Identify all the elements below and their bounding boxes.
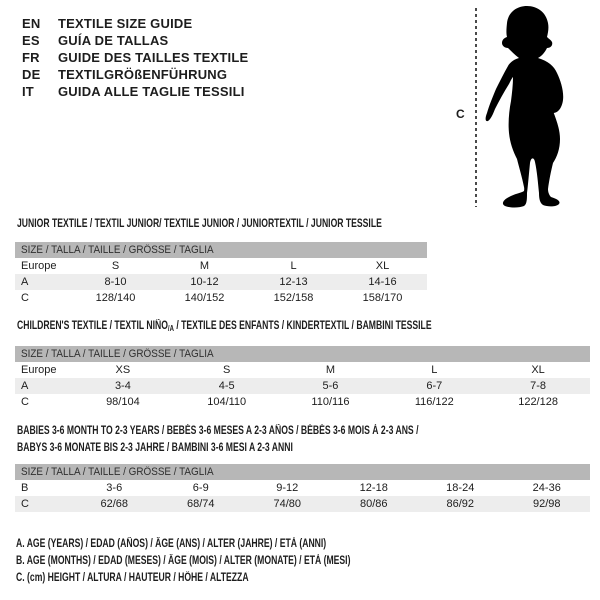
cell-value: 74/80 <box>273 498 302 510</box>
cell-value: L <box>290 260 297 272</box>
table-rows <box>15 480 590 512</box>
height-measure-label: C <box>456 107 465 121</box>
language-label: GUIDA ALLE TAGLIE TESSILI <box>58 84 245 99</box>
language-code: DE <box>22 67 41 82</box>
table-title-text <box>17 318 432 337</box>
cell-value: 80/86 <box>359 498 388 510</box>
cell-value: 12-13 <box>279 276 308 288</box>
table-title-line <box>17 440 590 457</box>
language-label: GUIDE DES TAILLES TEXTILE <box>58 50 249 65</box>
row-label: B <box>21 482 29 494</box>
title-segment: JUNIOR TEXTILE / TEXTIL JUNIOR/ TEXTILE JUNIOR / JUNIORTEXTIL / JUNIOR TESSILE <box>17 218 382 230</box>
footnote-line <box>16 553 462 570</box>
table-rows <box>15 258 427 306</box>
row-label: Europe <box>21 260 57 272</box>
cell-value: L <box>431 364 438 376</box>
cell-value: 128/140 <box>95 292 136 304</box>
footnote-line <box>16 570 462 587</box>
cell-value: XS <box>115 364 131 376</box>
table-row <box>15 274 427 290</box>
language-title-list <box>22 15 248 100</box>
table-row <box>15 362 590 378</box>
cell-value: S <box>223 364 231 376</box>
cell-value: 122/128 <box>518 396 558 408</box>
cell-value: 104/110 <box>207 396 247 408</box>
row-label: Europe <box>21 364 57 376</box>
height-measure-line <box>475 8 477 207</box>
cell-value: 6-7 <box>426 380 443 392</box>
title-segment: BABYS 3-6 MONATE BIS 2-3 JAHRE / BAMBINI 3-6 MESI A 2-3 ANNI <box>17 442 293 454</box>
cell-value: 18-24 <box>446 482 475 494</box>
cell-value: 62/68 <box>100 498 129 510</box>
language-label: TEXTILGRÖßENFÜHRUNG <box>58 67 228 82</box>
row-label: A <box>21 380 29 392</box>
title-segment: /A <box>167 324 174 333</box>
row-label: A <box>21 276 29 288</box>
table-rows <box>15 362 590 410</box>
language-code: EN <box>22 16 41 31</box>
footnote-list <box>16 536 462 587</box>
row-label: C <box>21 292 29 304</box>
language-row <box>22 66 248 83</box>
toddler-silhouette-icon <box>483 1 598 211</box>
size-header-bar <box>15 242 427 258</box>
cell-value: XL <box>375 260 390 272</box>
table-row <box>15 378 590 394</box>
cell-value: 5-6 <box>322 380 339 392</box>
cell-value: 3-6 <box>106 482 123 494</box>
language-code: FR <box>22 50 40 65</box>
cell-value: 9-12 <box>276 482 299 494</box>
language-row <box>22 83 248 100</box>
language-code: IT <box>22 84 34 99</box>
childrens-textile-table <box>15 318 590 410</box>
language-code: ES <box>22 33 40 48</box>
size-header-bar <box>15 464 590 480</box>
footnote-line <box>16 536 462 553</box>
language-row <box>22 49 248 66</box>
table-title <box>17 318 590 335</box>
table-row <box>15 290 427 306</box>
cell-value: 8-10 <box>104 276 127 288</box>
cell-value: 12-18 <box>359 482 388 494</box>
language-label: GUÍA DE TALLAS <box>58 33 169 48</box>
cell-value: 158/170 <box>362 292 403 304</box>
cell-value: 24-36 <box>532 482 561 494</box>
table-title-text <box>17 216 382 233</box>
footnote-text: C. (cm) HEIGHT / ALTURA / HAUTEUR / HÖHE / ALTEZZA <box>16 572 249 584</box>
cell-value: M <box>325 364 336 376</box>
table-row <box>15 480 590 496</box>
cell-value: 140/152 <box>184 292 225 304</box>
table-title-line <box>17 318 590 335</box>
table-row <box>15 258 427 274</box>
title-segment: CHILDREN'S TEXTILE / TEXTIL NIÑO <box>17 320 168 332</box>
size-header-label: SIZE / TALLA / TAILLE / GRÖSSE / TAGLIA <box>21 244 214 256</box>
cell-value: M <box>199 260 210 272</box>
junior-textile-table <box>15 216 427 306</box>
title-segment: BABIES 3-6 MONTH TO 2-3 YEARS / BEBÉS 3-6 MESES A 2-3 AÑOS / BÉBÉS 3-6 MOIS À 2-3 ANS / <box>17 425 419 437</box>
cell-value: 68/74 <box>186 498 215 510</box>
footnote-text: A. AGE (YEARS) / EDAD (AÑOS) / ÂGE (ANS) / ALTER (JAHRE) / ETÀ (ANNI) <box>16 538 327 550</box>
table-title-text <box>17 440 293 457</box>
cell-value: XL <box>531 364 545 376</box>
footnote-text: B. AGE (MONTHS) / EDAD (MESES) / ÂGE (MOIS) / ALTER (MONATE) / ETÀ (MESI) <box>16 555 351 567</box>
language-label: TEXTILE SIZE GUIDE <box>58 16 193 31</box>
cell-value: 4-5 <box>218 380 235 392</box>
row-label: C <box>21 396 29 408</box>
cell-value: 110/116 <box>311 396 350 408</box>
cell-value: 3-4 <box>114 380 131 392</box>
cell-value: 116/122 <box>414 396 454 408</box>
babies-textile-table <box>15 423 590 512</box>
cell-value: 152/158 <box>273 292 314 304</box>
table-row <box>15 394 590 410</box>
table-title-line <box>17 216 427 233</box>
size-header-bar <box>15 346 590 362</box>
cell-value: 6-9 <box>192 482 209 494</box>
cell-value: 10-12 <box>190 276 219 288</box>
table-row <box>15 496 590 512</box>
cell-value: S <box>111 260 120 272</box>
cell-value: 7-8 <box>530 380 547 392</box>
cell-value: 98/104 <box>106 396 140 408</box>
table-title-text <box>17 423 418 440</box>
cell-value: 14-16 <box>368 276 397 288</box>
cell-value: 86/92 <box>446 498 475 510</box>
language-row <box>22 32 248 49</box>
title-segment: / TEXTILE DES ENFANTS / KINDERTEXTIL / BAMBINI TESSILE <box>173 320 432 332</box>
table-title <box>17 423 590 457</box>
row-label: C <box>21 498 29 510</box>
table-title-line <box>17 423 590 440</box>
size-header-label: SIZE / TALLA / TAILLE / GRÖSSE / TAGLIA <box>21 466 214 478</box>
table-title <box>17 216 427 233</box>
language-row <box>22 15 248 32</box>
cell-value: 92/98 <box>532 498 561 510</box>
size-header-label: SIZE / TALLA / TAILLE / GRÖSSE / TAGLIA <box>21 348 214 360</box>
